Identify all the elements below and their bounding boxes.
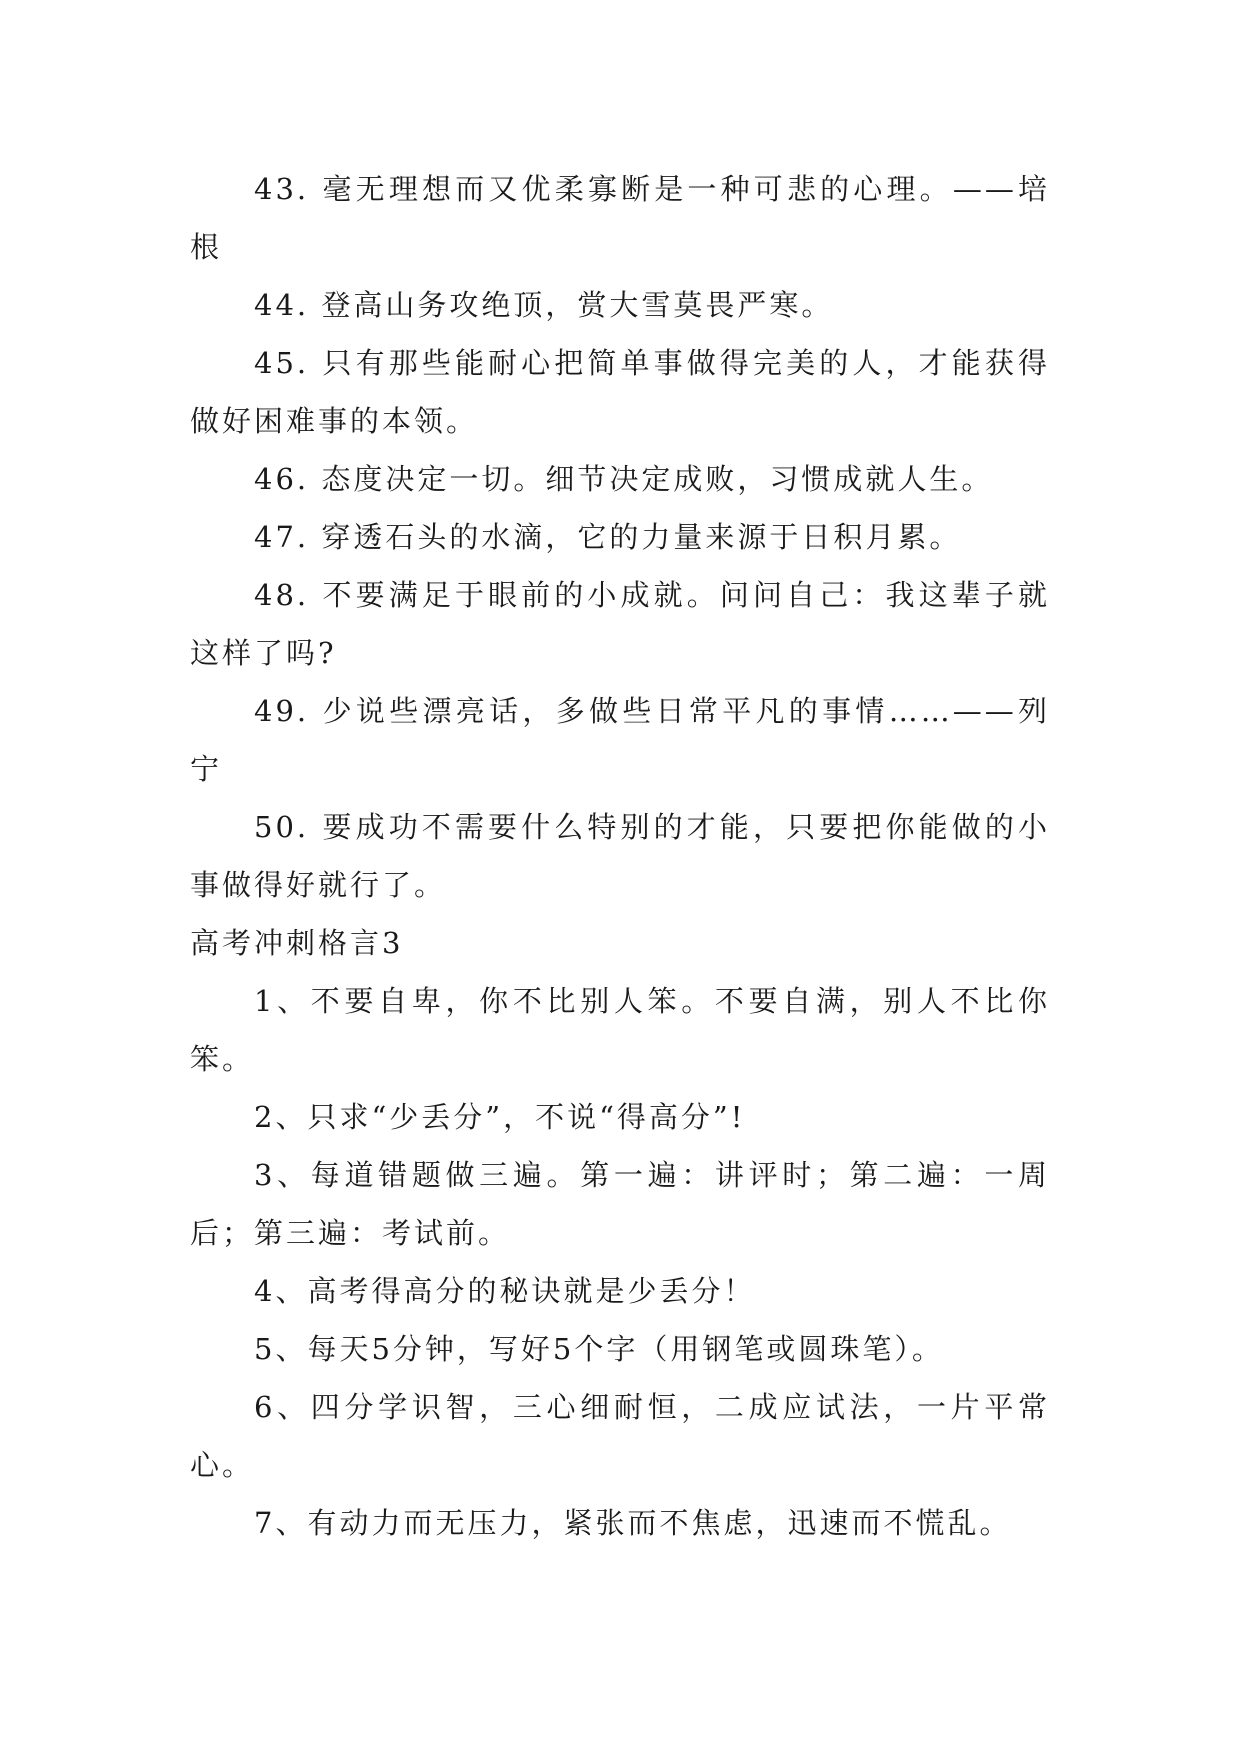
quote-45: 45. 只有那些能耐心把简单事做得完美的人，才能获得做好困难事的本领。 <box>190 346 1050 438</box>
quote-49: 49. 少说些漂亮话，多做些日常平凡的事情……——列宁 <box>190 694 1050 786</box>
motto-3: 3、每道错题做三遍。第一遍：讲评时；第二遍：一周后；第三遍：考试前。 <box>190 1158 1050 1250</box>
section-heading: 高考冲刺格言3 <box>190 926 404 960</box>
motto-7: 7、有动力而无压力，紧张而不焦虑，迅速而不慌乱。 <box>254 1506 1012 1540</box>
motto-4: 4、高考得高分的秘诀就是少丢分！ <box>254 1274 756 1308</box>
quote-43: 43. 毫无理想而又优柔寡断是一种可悲的心理。——培根 <box>190 172 1050 264</box>
quote-46: 46. 态度决定一切。细节决定成败，习惯成就人生。 <box>254 462 994 496</box>
quote-47: 47. 穿透石头的水滴，它的力量来源于日积月累。 <box>254 520 962 554</box>
quote-44: 44. 登高山务攻绝顶，赏大雪莫畏严寒。 <box>254 288 834 322</box>
motto-1: 1、不要自卑，你不比别人笨。不要自满，别人不比你笨。 <box>190 984 1050 1076</box>
motto-2: 2、只求“少丢分”，不说“得高分”! <box>254 1100 746 1134</box>
quote-50: 50. 要成功不需要什么特别的才能，只要把你能做的小事做得好就行了。 <box>190 810 1050 902</box>
motto-5: 5、每天5分钟，写好5个字（用钢笔或圆珠笔）。 <box>254 1332 944 1366</box>
quote-48: 48. 不要满足于眼前的小成就。问问自己：我这辈子就这样了吗? <box>190 578 1050 670</box>
document-page <box>190 160 1050 1552</box>
motto-6: 6、四分学识智，三心细耐恒，二成应试法，一片平常心。 <box>190 1390 1050 1482</box>
